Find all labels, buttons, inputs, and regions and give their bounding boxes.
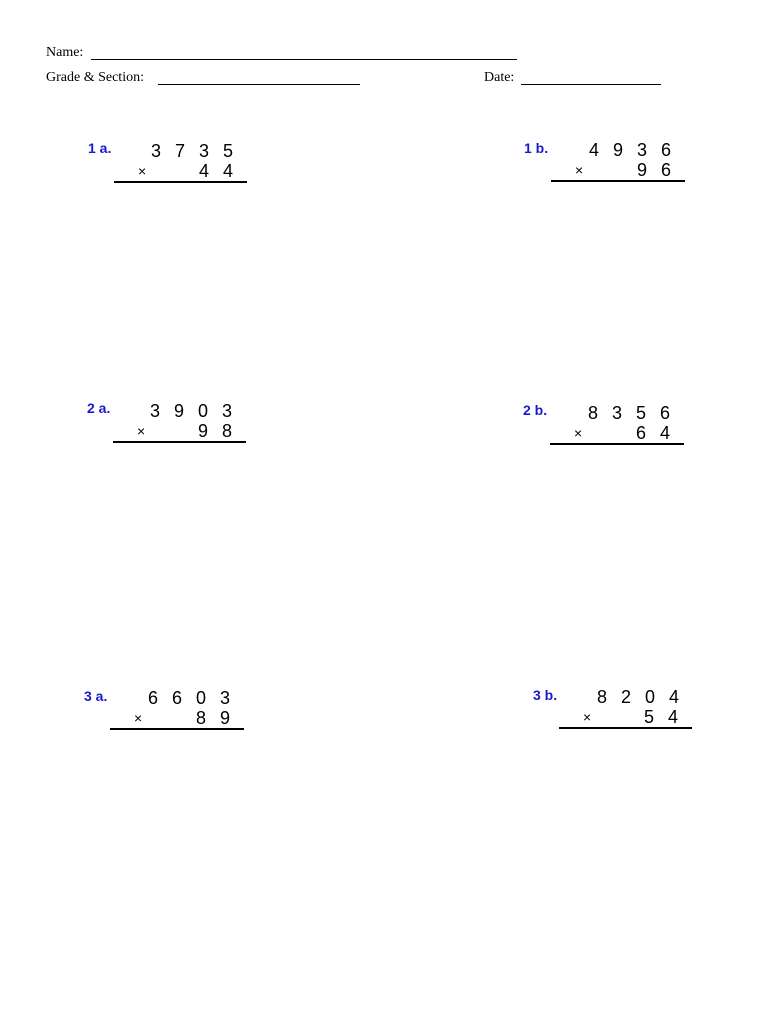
name-label: Name:: [46, 45, 84, 60]
digit: 9: [219, 708, 230, 728]
multiplicand: [581, 403, 677, 423]
multiply-sign: ×: [574, 425, 583, 441]
multiplier: [629, 423, 677, 443]
digit: 4: [659, 423, 670, 443]
digit: 3: [221, 401, 232, 421]
date-field[interactable]: [521, 84, 661, 85]
multiplier: [189, 708, 237, 728]
multiplier: [637, 707, 685, 727]
name-field[interactable]: [91, 59, 517, 60]
multiply-sign: ×: [134, 710, 143, 726]
date-label: Date:: [484, 70, 515, 85]
answer-line: [559, 727, 692, 729]
digit: 6: [147, 688, 158, 708]
multiply-sign: ×: [575, 162, 584, 178]
problem-label: 2 b.: [523, 402, 548, 418]
digit: 6: [659, 403, 670, 423]
problem-label: 1 a.: [88, 140, 112, 156]
digit: 6: [635, 423, 646, 443]
digit: 3: [150, 141, 161, 161]
answer-line: [110, 728, 244, 730]
multiply-sign: ×: [583, 709, 592, 725]
problem-2b: [523, 402, 693, 452]
digit: 8: [221, 421, 232, 441]
answer-line: [551, 180, 685, 182]
digit: 6: [171, 688, 182, 708]
answer-line: [114, 181, 247, 183]
digit: 8: [587, 403, 598, 423]
digit: 0: [195, 688, 206, 708]
digit: 3: [149, 401, 160, 421]
digit: 9: [636, 160, 647, 180]
multiply-sign: ×: [138, 163, 147, 179]
digit: 4: [198, 161, 209, 181]
digit: 3: [611, 403, 622, 423]
digit: 2: [620, 687, 631, 707]
digit: 9: [612, 140, 623, 160]
problem-1a: [88, 140, 258, 190]
problem-3b: [533, 687, 703, 737]
digit: 4: [588, 140, 599, 160]
multiplicand: [143, 401, 239, 421]
digit: 3: [219, 688, 230, 708]
problem-label: 3 a.: [84, 688, 108, 704]
answer-line: [550, 443, 684, 445]
digit: 8: [596, 687, 607, 707]
grade-section-field[interactable]: [158, 84, 360, 85]
multiplier: [630, 160, 678, 180]
multiplier: [191, 421, 239, 441]
multiplier: [192, 161, 240, 181]
answer-line: [113, 441, 246, 443]
digit: 6: [660, 160, 671, 180]
multiplicand: [141, 688, 237, 708]
digit: 0: [197, 401, 208, 421]
problem-label: 1 b.: [524, 140, 549, 156]
problem-2a: [87, 400, 257, 450]
digit: 4: [222, 161, 233, 181]
digit: 5: [635, 403, 646, 423]
multiply-sign: ×: [137, 423, 146, 439]
digit: 4: [667, 707, 678, 727]
digit: 6: [660, 140, 671, 160]
digit: 4: [668, 687, 679, 707]
digit: 3: [198, 141, 209, 161]
problem-3a: [84, 688, 254, 738]
digit: 3: [636, 140, 647, 160]
digit: 9: [173, 401, 184, 421]
digit: 8: [195, 708, 206, 728]
digit: 7: [174, 141, 185, 161]
multiplicand: [144, 141, 240, 161]
digit: 5: [222, 141, 233, 161]
multiplicand: [582, 140, 678, 160]
problem-label: 3 b.: [533, 687, 558, 703]
digit: 5: [643, 707, 654, 727]
grade-section-label: Grade & Section:: [46, 70, 144, 85]
problem-1b: [524, 140, 694, 190]
multiplicand: [590, 687, 686, 707]
digit: 9: [197, 421, 208, 441]
digit: 0: [644, 687, 655, 707]
problem-label: 2 a.: [87, 400, 111, 416]
